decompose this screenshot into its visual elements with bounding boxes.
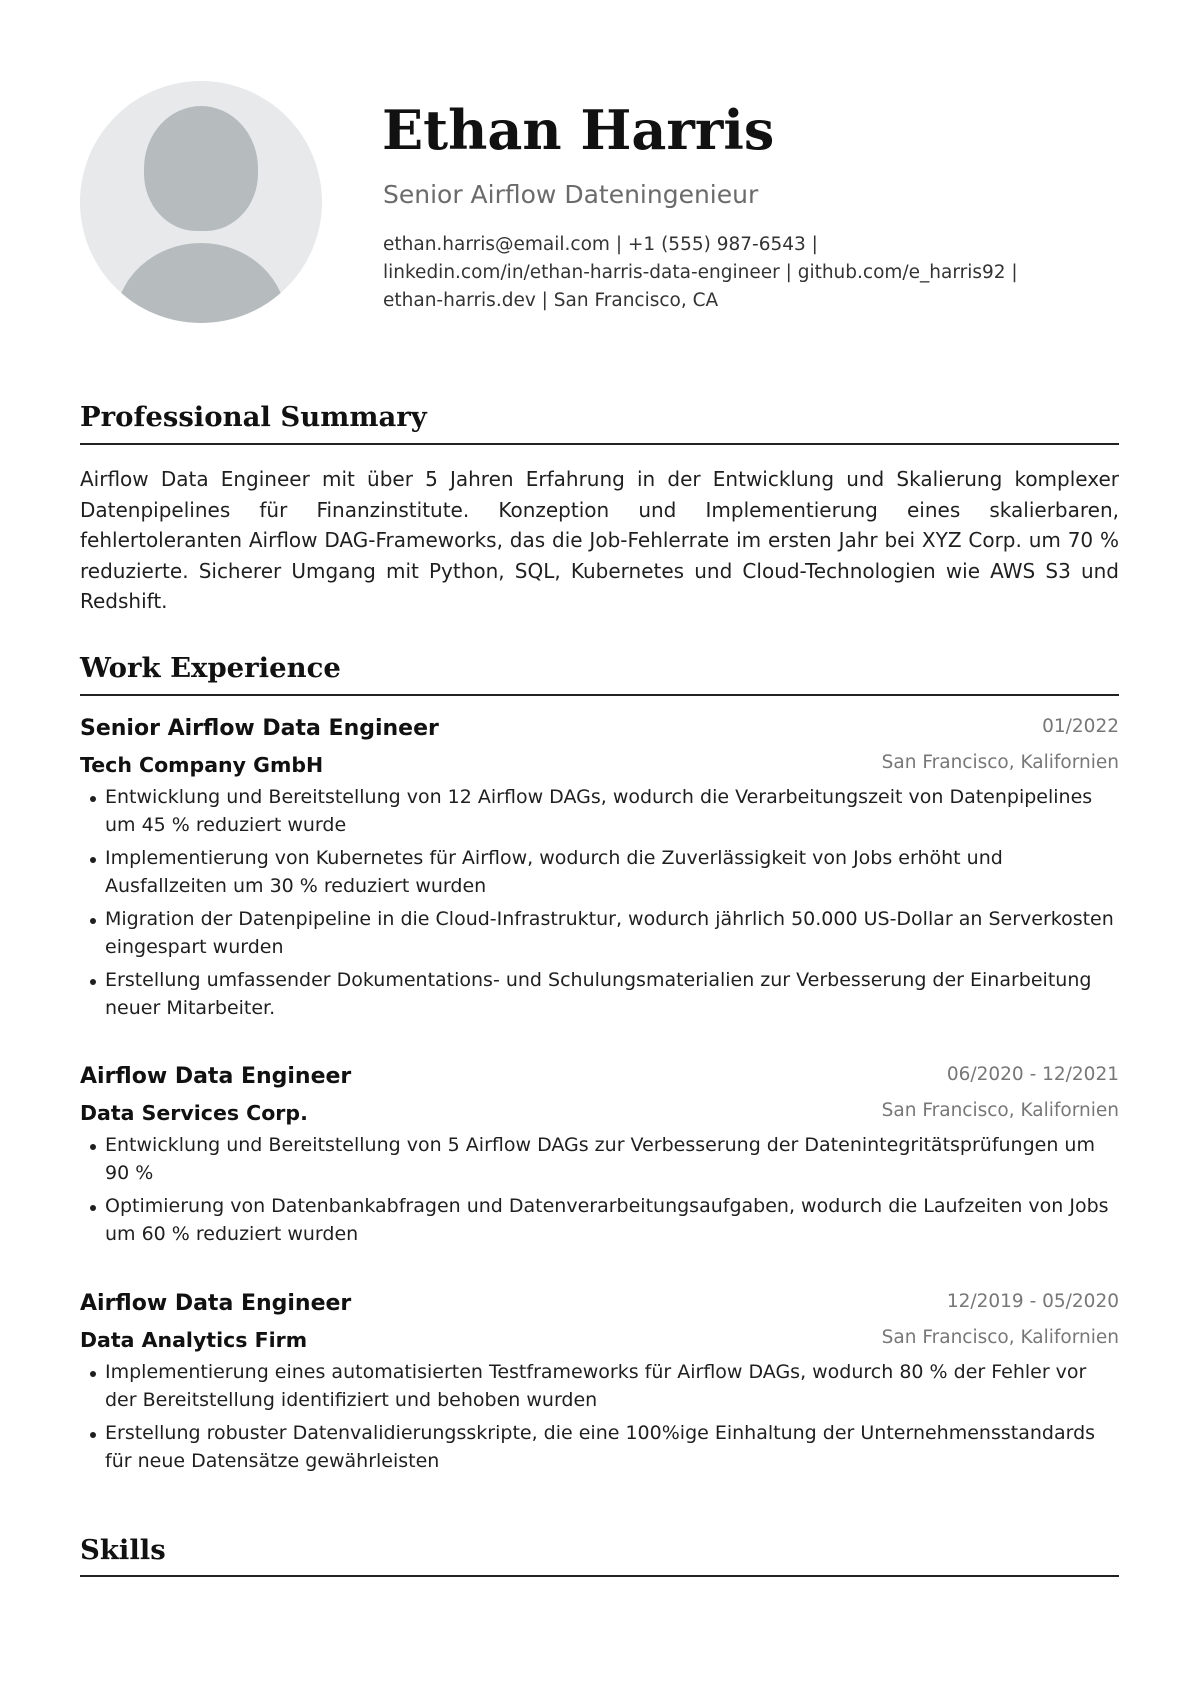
job-subheader — [80, 748, 1119, 784]
job-bullets — [80, 784, 1119, 1022]
job-entry — [80, 1287, 1119, 1481]
list-item: Entwicklung und Bereitstellung von 12 Airflow DAGs, wodurch die Verarbeitungszeit von Datenpipelines um 45 % reduziert wurde — [80, 784, 1119, 839]
job-entry — [80, 1060, 1119, 1254]
job-bullets — [80, 1132, 1119, 1248]
avatar-body-shape — [115, 243, 287, 323]
section-heading-summary: Professional Summary — [80, 401, 427, 433]
section-heading-experience: Work Experience — [80, 652, 341, 684]
list-item: Optimierung von Datenbankabfragen und Datenverarbeitungsaufgaben, wodurch die Laufzeiten von Jobs um 60 % reduziert wurden — [80, 1193, 1119, 1248]
job-location: San Francisco, Kalifornien — [881, 1100, 1119, 1121]
job-location: San Francisco, Kalifornien — [881, 752, 1119, 773]
job-subheader — [80, 1323, 1119, 1359]
avatar-head-shape — [144, 106, 258, 231]
section-divider — [80, 443, 1119, 445]
job-date: 12/2019 - 05/2020 — [946, 1291, 1119, 1312]
job-role: Senior Airflow Data Engineer — [80, 716, 439, 741]
candidate-name: Ethan Harris — [382, 98, 775, 162]
job-date: 01/2022 — [1042, 716, 1119, 737]
candidate-title: Senior Airflow Dateningenieur — [383, 180, 759, 209]
job-role: Airflow Data Engineer — [80, 1064, 352, 1089]
list-item: Entwicklung und Bereitstellung von 5 Airflow DAGs zur Verbesserung der Datenintegritätsprüfungen um 90 % — [80, 1132, 1119, 1187]
job-date: 06/2020 - 12/2021 — [946, 1064, 1119, 1085]
job-role: Airflow Data Engineer — [80, 1291, 352, 1316]
job-bullets — [80, 1359, 1119, 1475]
user-silhouette-icon — [80, 81, 322, 323]
job-header — [80, 712, 1119, 748]
section-divider — [80, 694, 1119, 696]
list-item: Migration der Datenpipeline in die Cloud-Infrastruktur, wodurch jährlich 50.000 US-Dollar an Serverkosten eingespart wurden — [80, 906, 1119, 961]
contact-line: ethan.harris@email.com | +1 (555) 987-6543 | — [383, 234, 818, 255]
job-company: Tech Company GmbH — [80, 753, 324, 777]
list-item: Implementierung von Kubernetes für Airflow, wodurch die Zuverlässigkeit von Jobs erhöht und Ausfallzeiten um 30 % reduziert wurden — [80, 845, 1119, 900]
job-subheader — [80, 1096, 1119, 1132]
summary-text: Airflow Data Engineer mit über 5 Jahren Erfahrung in der Entwicklung und Skalierung komplexer Datenpipelines für Finanzinstitute. Konzeption und Implementierung eines skalierbaren, fehlertoleranten Airflow DAG-Frameworks, das die Job-Fehlerrate im ersten Jahr bei XYZ Corp. um 70 % reduzierte. Sicherer Umgang mit Python, SQL, Kubernetes und Cloud-Technologien wie AWS S3 und Redshift. — [80, 467, 1119, 613]
job-header — [80, 1060, 1119, 1096]
job-company: Data Analytics Firm — [80, 1328, 308, 1352]
list-item: Erstellung robuster Datenvalidierungsskripte, die eine 100%ige Einhaltung der Unternehmensstandards für neue Datensätze gewährleisten — [80, 1420, 1119, 1475]
contact-info — [383, 231, 1123, 315]
contact-line: ethan-harris.dev | San Francisco, CA — [383, 290, 719, 311]
contact-line: linkedin.com/in/ethan-harris-data-engineer | github.com/e_harris92 | — [383, 262, 1018, 283]
list-item: Erstellung umfassender Dokumentations- und Schulungsmaterialien zur Verbesserung der Einarbeitung neuer Mitarbeiter. — [80, 967, 1119, 1022]
job-entry — [80, 712, 1119, 1028]
list-item: Implementierung eines automatisierten Testframeworks für Airflow DAGs, wodurch 80 % der Fehler vor der Bereitstellung identifiziert und behoben wurden — [80, 1359, 1119, 1414]
job-header — [80, 1287, 1119, 1323]
section-divider — [80, 1575, 1119, 1577]
job-company: Data Services Corp. — [80, 1101, 308, 1125]
job-location: San Francisco, Kalifornien — [881, 1327, 1119, 1348]
section-heading-skills: Skills — [80, 1534, 166, 1566]
